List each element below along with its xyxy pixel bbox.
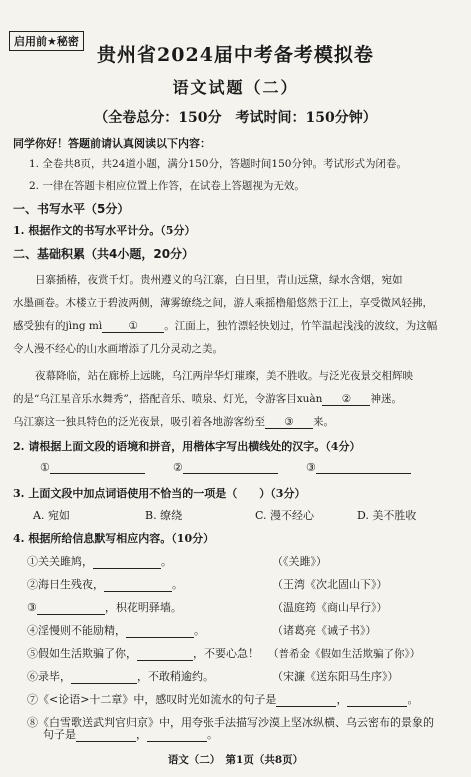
- q4-source-5: （普希金《假如生活欺骗了你》）: [268, 648, 421, 660]
- q4-line-1: ①关关雎鸠， 。: [27, 555, 172, 568]
- passage-line-3: [13, 318, 437, 333]
- pinyin-jingmi: 感受独有的jìng mì: [13, 320, 103, 332]
- q3-option-a: A. 宛如: [33, 509, 70, 522]
- passage-line-6: [13, 391, 402, 406]
- passage-line-7-start: 乌江寨这一独具特色的泛光夜景，吸引着各地游客纷至: [13, 416, 265, 428]
- q4-source-4: （诸葛亮《诫子书》）: [272, 624, 377, 637]
- q4-source-6: （宋濂《送东阳马生序》）: [272, 670, 399, 683]
- question-1: 1. 根据作文的书写水平计分。（5分）: [13, 224, 196, 237]
- confidential-badge: 启用前★秘密: [9, 31, 84, 51]
- passage-line-7: [13, 414, 334, 429]
- q4-line-4: ④淫慢则不能励精， 。: [27, 624, 205, 637]
- q2-blank-3: ③: [306, 461, 411, 474]
- q3-option-c: C. 漫不经心: [255, 509, 315, 522]
- notice-item-2: 2. 一律在答题卡相应位置上作答，在试卷上答题视为无效。: [29, 180, 305, 192]
- blank-2: ②: [322, 393, 370, 406]
- passage-line-1: 日寨插椿，夜赏千灯。贵州遵义的乌江寨，白日里，青山远黛，绿水含烟，宛如: [35, 274, 403, 286]
- passage-line-6-start: 的是“乌江星音乐水舞秀”，搭配音乐、喷泉、灯光，令游客目xuàn: [13, 393, 323, 405]
- notice-heading: 同学你好！答题前请认真阅读以下内容：: [13, 137, 211, 150]
- passage-line-6-end: 神迷。: [370, 393, 402, 405]
- q3-option-b: B. 缭绕: [145, 509, 183, 522]
- q4-line-8: ⑧《白雪歌送武判官归京》中，用夸张手法描写沙漠上坚冰纵横、乌云密布的景象的: [27, 716, 434, 729]
- blank-3: ③: [265, 416, 313, 429]
- passage-line-5: 夜幕降临，站在廊桥上远眺，乌江两岸华灯璀璨，美不胜收。与泛光夜景交相辉映: [35, 370, 413, 382]
- q4-source-3: （温庭筠《商山早行》）: [272, 601, 388, 614]
- page-footer: 语文（二） 第1页（共8页）: [167, 754, 304, 766]
- q4-line-2: ②海日生残夜， 。: [27, 578, 183, 591]
- q4-line-9: 句子是 ， 。: [43, 728, 218, 741]
- q4-line-7: ⑦《<论语>十二章》中，感叹时光如流水的句子是 ， 。: [27, 693, 419, 706]
- q4-source-1: （《关雎》）: [272, 555, 327, 568]
- section-1-title: 一、书写水平（5分）: [13, 202, 130, 216]
- q2-blank-2: ②: [173, 461, 278, 474]
- exam-info: （全卷总分：150分 考试时间：150分钟）: [94, 110, 377, 126]
- passage-line-2: 水墨画卷。木楼立于碧波两侧，薄雾缭绕之间，游人乘摇橹船悠然于江上，享受微风轻拂，: [13, 297, 433, 309]
- q3-option-d: D. 美不胜收: [357, 509, 417, 522]
- exam-title: 贵州省2024届中考备考模拟卷: [97, 44, 374, 66]
- passage-line-3-rest: 。江面上，独竹漂轻快划过，竹竿温起浅浅的波纹，为这幅: [164, 320, 438, 332]
- section-2-title: 二、基础积累（共4小题，20分）: [13, 247, 195, 261]
- exam-subtitle: 语文试题（二）: [172, 78, 299, 97]
- q4-line-3: ③ ，枳花明驿墙。: [27, 601, 182, 614]
- question-2: 2. 请根据上面文段的语境和拼音，用楷体字写出横线处的汉字。（4分）: [13, 440, 361, 453]
- question-3: 3. 上面文段中加点词语使用不恰当的一项是（ ）（3分）: [13, 487, 306, 500]
- q2-blank-1: ①: [40, 461, 145, 474]
- notice-item-1: 1. 全卷共8页，共24道小题，满分150分，答题时间150分钟。考试形式为闭卷。: [29, 158, 407, 170]
- q4-line-5: ⑤假如生活欺骗了你， ，不要心急！: [27, 647, 259, 660]
- blank-1: ①: [102, 320, 164, 333]
- passage-line-7-end: 来。: [313, 416, 334, 428]
- q4-source-2: （王湾《次北固山下》）: [272, 578, 388, 591]
- question-4: 4. 根据所给信息默写相应内容。（10分）: [13, 532, 215, 545]
- passage-line-4: 令人漫不经心的山水画增添了几分灵动之美。: [13, 343, 223, 355]
- q4-line-6: ⑥录毕， ，不敢稍逾约。: [27, 670, 214, 683]
